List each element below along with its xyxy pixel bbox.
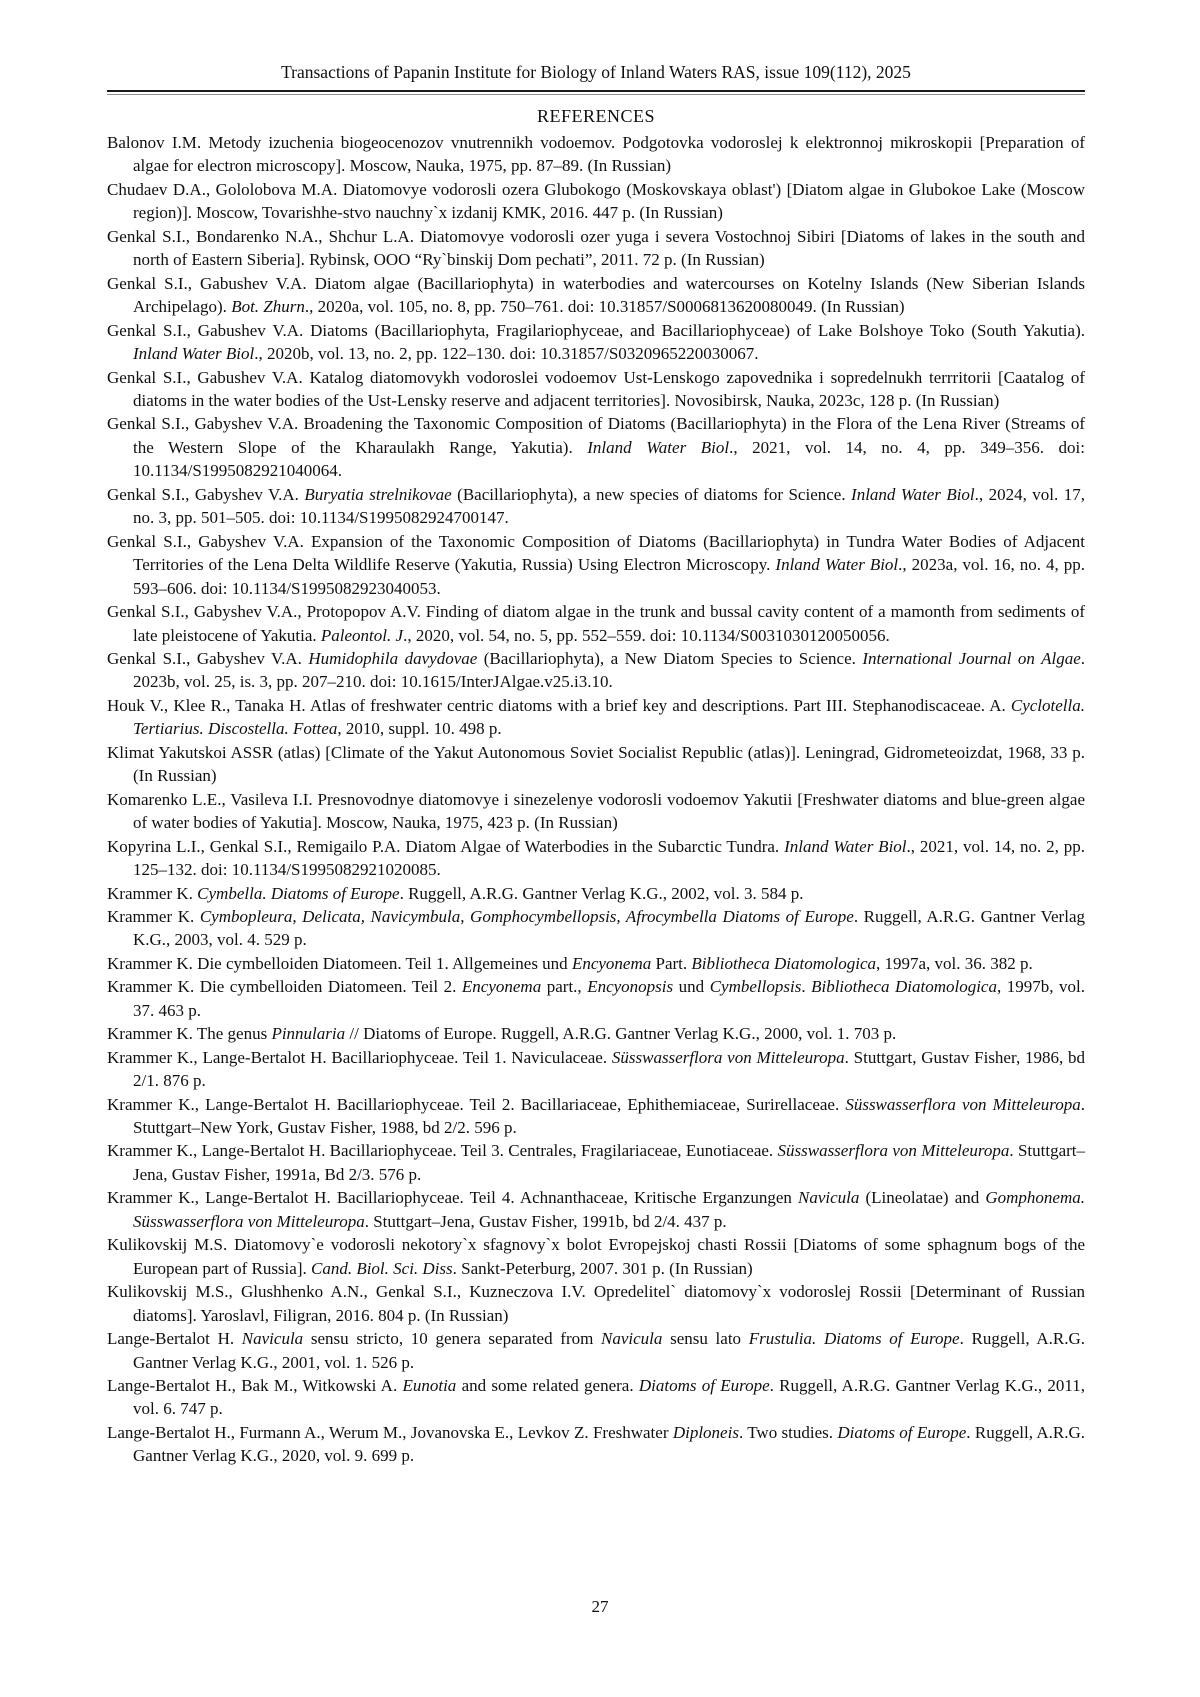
reference-item: Genkal S.I., Gabyshev V.A. Humidophila davydovae (Bacillariophyta), a New Diatom Species to Science. International Journal on Algae. 2023b, vol. 25, is. 3, pp. 207–210. doi: 10.1615/InterJAlgae.v25.i3.10. bbox=[107, 648, 1085, 692]
references-list bbox=[107, 131, 1085, 1468]
reference-item: Komarenko L.E., Vasileva I.I. Presnovodnye diatomovye i sinezelenye vodorosli vodoemov Yakutii [Freshwater diatoms and blue-green algae of water bodies of Yakutia]. Moscow, Nauka, 1975, 423 p. (In Russian) bbox=[107, 789, 1085, 833]
reference-item: Kopyrina L.I., Genkal S.I., Remigailo P.A. Diatom Algae of Waterbodies in the Subarctic Tundra. Inland Water Biol., 2021, vol. 14, no. 2, pp. 125–132. doi: 10.1134/S1995082921020085. bbox=[107, 836, 1085, 880]
reference-item: Houk V., Klee R., Tanaka H. Atlas of freshwater centric diatoms with a brief key and descriptions. Part III. Stephanodiscaceae. A. Cyclotella. Tertiarius. Discostella. Fottea, 2010, suppl. 10. 498 p. bbox=[107, 695, 1085, 739]
reference-item: Krammer K. Die cymbelloiden Diatomeen. Teil 2. Encyonema part., Encyonopsis und Cymbellopsis. Bibliotheca Diatomologica, 1997b, vol. 37. 463 p. bbox=[107, 977, 1086, 1020]
reference-item: Kulikovskij M.S. Diatomovy`e vodorosli nekotory`x sfagnovy`x bolot Evropejskoj chasti Rossii [Diatoms of some sphagnum bogs of the European part of Russia]. Cand. Biol. Sci. Diss. Sankt-Peterburg, 2007. 301 p. (In Russian) bbox=[107, 1235, 1085, 1278]
reference-item: Krammer K. The genus Pinnularia // Diatoms of Europe. Ruggell, A.R.G. Gantner Verlag K.G., 2000, vol. 1. 703 p. bbox=[107, 1024, 897, 1044]
reference-item: Genkal S.I., Gabyshev V.A. Buryatia strelnikovae (Bacillariophyta), a new species of diatoms for Science. Inland Water Biol., 2024, vol. 17, no. 3, pp. 501–505. doi: 10.1134/S1995082924700147. bbox=[107, 484, 1085, 528]
reference-item: Genkal S.I., Gabyshev V.A. Broadening the Taxonomic Composition of Diatoms (Bacillariophyta) in the Flora of the Lena River (Streams of the Western Slope of the Kharaulakh Range, Yakutia). Inland Water Biol., 2021, vol. 14, no. 4, pp. 349–356. doi: 10.1134/S1995082921040064. bbox=[107, 414, 1086, 481]
reference-item: Krammer K. Die cymbelloiden Diatomeen. Teil 1. Allgemeines und Encyonema Part. Bibliotheca Diatomologica, 1997a, vol. 36. 382 p. bbox=[107, 953, 1033, 973]
reference-item: Krammer K., Lange-Bertalot H. Bacillariophyceae. Teil 1. Naviculaceae. Süsswasserflora von Mitteleuropa. Stuttgart, Gustav Fisher, 1986, bd 2/1. 876 p. bbox=[107, 1047, 1085, 1091]
reference-item: Genkal S.I., Bondarenko N.A., Shchur L.A. Diatomovye vodorosli ozer yuga i severa Vostochnoj Sibiri [Diatoms of lakes in the south and north of Eastern Siberia]. Rybinsk, OOO “Ry`binskij Dom pechati”, 2011. 72 p. (In Russian) bbox=[107, 226, 1085, 270]
reference-item: Genkal S.I., Gabyshev V.A., Protopopov A.V. Finding of diatom algae in the trunk and bussal cavity content of a mamonth from sediments of late pleistocene of Yakutia. Paleontol. J., 2020, vol. 54, no. 5, pp. 552–559. doi: 10.1134/S0031030120050056. bbox=[107, 602, 1085, 645]
reference-item: Balonov I.M. Metody izuchenia biogeocenozov vnutrennikh vodoemov. Podgotovka vodoroslej k elektronnoj mikroskopii [Preparation of algae for electron microscopy]. Moscow, Nauka, 1975, pp. 87–89. (In Russian) bbox=[107, 133, 1085, 176]
reference-item: Krammer K. Cymbella. Diatoms of Europe. Ruggell, A.R.G. Gantner Verlag K.G., 2002, vol. 3. 584 p. bbox=[107, 883, 804, 903]
reference-item: Genkal S.I., Gabushev V.A. Katalog diatomovykh vodoroslei vodoemov Ust-Lenskogo zapovednika i sopredelnukh terrritorii [Caatalog of diatoms in the water bodies of the Ust-Lensky reserve and adjacent territories]. Novosibirsk, Nauka, 2023c, 128 p. (In Russian) bbox=[107, 367, 1085, 410]
reference-item: Lange-Bertalot H. Navicula sensu stricto, 10 genera separated from Navicula sensu lato Frustulia. Diatoms of Europe. Ruggell, A.R.G. Gantner Verlag K.G., 2001, vol. 1. 526 p. bbox=[107, 1329, 1085, 1372]
header-rule bbox=[107, 90, 1085, 95]
reference-item: Lange-Bertalot H., Furmann A., Werum M., Jovanovska E., Levkov Z. Freshwater Diploneis. Two studies. Diatoms of Europe. Ruggell, A.R.G. Gantner Verlag K.G., 2020, vol. 9. 699 p. bbox=[107, 1422, 1085, 1466]
reference-item: Krammer K., Lange-Bertalot H. Bacillariophyceae. Teil 4. Achnanthaceae, Kritische Erganzungen Navicula (Lineolatae) and Gomphonema. Süsswasserflora von Mitteleuropa. Stuttgart–Jena, Gustav Fisher, 1991b, bd 2/4. 437 p. bbox=[107, 1188, 1086, 1231]
reference-item: Genkal S.I., Gabushev V.A. Diatom algae (Bacillariophyta) in waterbodies and watercourses on Kotelny Islands (New Siberian Islands Archipelago). Bot. Zhurn., 2020a, vol. 105, no. 8, pp. 750–761. doi: 10.31857/S0006813620080049. (In Russian) bbox=[107, 273, 1085, 317]
reference-item: Genkal S.I., Gabushev V.A. Diatoms (Bacillariophyta, Fragilariophyceae, and Bacillariophyceae) of Lake Bolshoye Toko (South Yakutia). Inland Water Biol., 2020b, vol. 13, no. 2, pp. 122–130. doi: 10.31857/S0320965220030067. bbox=[107, 320, 1085, 364]
running-head: Transactions of Papanin Institute for Biology of Inland Waters RAS, issue 109(112), 2025 bbox=[281, 62, 911, 82]
reference-item: Kulikovskij M.S., Glushhenko A.N., Genkal S.I., Kuzneczova I.V. Opredelitel` diatomovy`x vodoroslej Rossii [Determinant of Russian diatoms]. Yaroslavl, Filigran, 2016. 804 p. (In Russian) bbox=[107, 1282, 1085, 1325]
reference-item: Klimat Yakutskoi ASSR (atlas) [Climate of the Yakut Autonomous Soviet Socialist Republic (atlas)]. Leningrad, Gidrometeoizdat, 1968, 33 p. (In Russian) bbox=[107, 742, 1085, 786]
page-number: 27 bbox=[591, 1597, 609, 1616]
reference-item: Krammer K., Lange-Bertalot H. Bacillariophyceae. Teil 3. Centrales, Fragilariaceae, Eunotiaceae. Süsswasserflora von Mitteleuropa. Stuttgart–Jena, Gustav Fisher, 1991a, Bd 2/3. 576 p. bbox=[107, 1141, 1085, 1184]
reference-item: Krammer K. Cymbopleura, Delicata, Navicymbula, Gomphocymbellopsis, Afrocymbella Diatoms of Europe. Ruggell, A.R.G. Gantner Verlag K.G., 2003, vol. 4. 529 p. bbox=[107, 906, 1085, 950]
reference-item: Krammer K., Lange-Bertalot H. Bacillariophyceae. Teil 2. Bacillariaceae, Ephithemiaceae, Surirellaceae. Süsswasserflora von Mitteleuropa. Stuttgart–New York, Gustav Fisher, 1988, bd 2/2. 596 p. bbox=[107, 1094, 1086, 1138]
reference-item: Lange-Bertalot H., Bak M., Witkowski A. Eunotia and some related genera. Diatoms of Europe. Ruggell, A.R.G. Gantner Verlag K.G., 2011, vol. 6. 747 p. bbox=[107, 1376, 1085, 1419]
section-title: REFERENCES bbox=[536, 106, 656, 126]
reference-item: Genkal S.I., Gabyshev V.A. Expansion of the Taxonomic Composition of Diatoms (Bacillariophyta) in Tundra Water Bodies of Adjacent Territories of the Lena Delta Wildlife Reserve (Yakutia, Russia) Using Electron Microscopy. Inland Water Biol., 2023a, vol. 16, no. 4, pp. 593–606. doi: 10.1134/S1995082923040053. bbox=[107, 531, 1085, 598]
reference-item: Chudaev D.A., Gololobova M.A. Diatomovye vodorosli ozera Glubokogo (Moskovskaya oblast') [Diatom algae in Glubokoe Lake (Moscow region)]. Moscow, Tovarishhe-stvo nauchny`x izdanij KMK, 2016. 447 p. (In Russian) bbox=[107, 179, 1085, 223]
